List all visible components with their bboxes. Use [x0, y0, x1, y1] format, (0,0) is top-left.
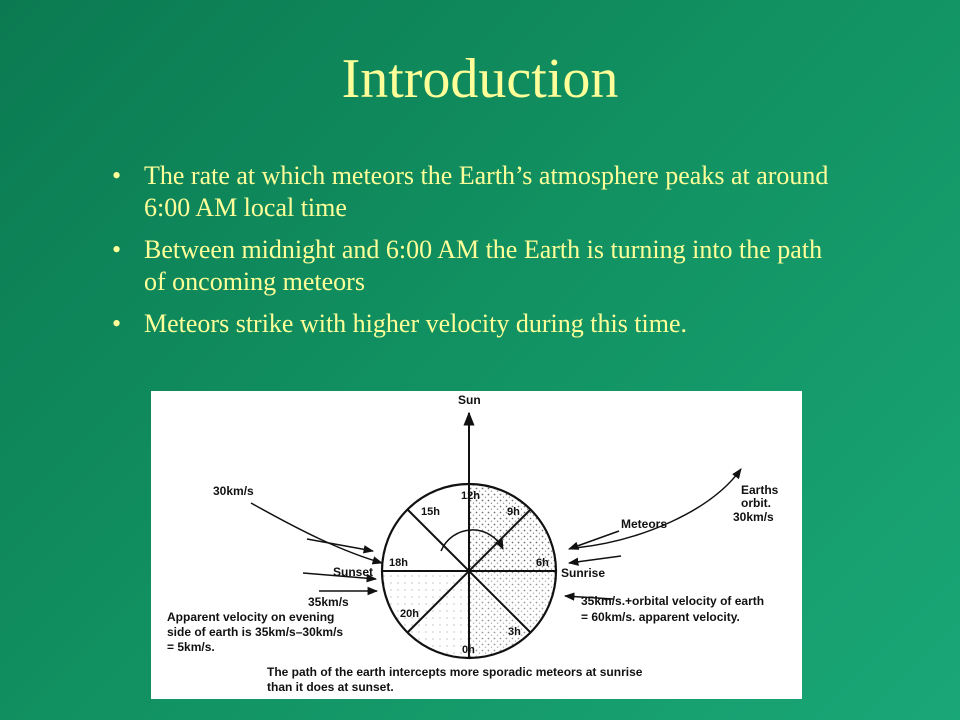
right-meteor-arrow-1 — [569, 531, 619, 549]
hour-spokes — [382, 484, 556, 658]
bullet-dot: • — [112, 309, 122, 338]
bullet-list — [112, 160, 832, 350]
sun-label: Sun — [458, 393, 481, 407]
hour-6-label: 6h — [536, 557, 549, 569]
evening-note-line-1: Apparent velocity on evening — [167, 610, 335, 624]
morning-note-line-1: 35km/s.+orbital velocity of earth — [581, 594, 765, 608]
bullet-item — [112, 160, 832, 224]
bullet-dot: • — [112, 161, 122, 190]
earth-orbit-arrow — [575, 469, 741, 548]
bullet-text: Between midnight and 6:00 AM the Earth is turning into the path of oncoming meteors — [144, 235, 823, 296]
sunset-label: Sunset — [333, 565, 374, 579]
bullet-text: Meteors strike with higher velocity during this time. — [144, 309, 688, 338]
hour-12-label: 12h — [461, 490, 480, 502]
hour-18-label: 18h — [389, 557, 408, 569]
evening-speed-label: 35km/s — [308, 595, 349, 609]
left-meteor-path — [251, 503, 382, 563]
earth-orbit-line-2: orbit. — [741, 496, 771, 510]
hour-0-label: 0h — [462, 644, 475, 656]
caption-line-1: The path of the earth intercepts more sporadic meteors at sunrise — [267, 665, 643, 679]
left-speed-label: 30km/s — [213, 484, 254, 498]
slide-title: Introduction — [341, 48, 619, 110]
bullet-item — [112, 308, 832, 340]
evening-note-line-2: side of earth is 35km/s–30km/s — [167, 625, 344, 639]
hour-9-label: 9h — [507, 506, 520, 518]
meteors-label: Meteors — [621, 517, 668, 531]
earth-orbit-line-3: 30km/s — [733, 510, 774, 524]
right-meteor-arrow-2 — [569, 556, 621, 563]
hour-20-label: 20h — [400, 608, 419, 620]
meteor-diagram — [151, 391, 802, 699]
left-meteor-arrow-1 — [307, 539, 373, 551]
bullet-text: The rate at which meteors the Earth’s atmosphere peaks at around 6:00 AM local time — [144, 161, 829, 222]
bullet-item — [112, 234, 832, 298]
bullet-dot: • — [112, 235, 122, 264]
hour-15-label: 15h — [421, 506, 440, 518]
caption-line-2: than it does at sunset. — [267, 680, 394, 694]
earth-orbit-line-1: Earths — [741, 483, 779, 497]
evening-note-line-3: = 5km/s. — [167, 640, 215, 654]
meteor-diagram-svg — [151, 391, 802, 699]
sunrise-label: Sunrise — [561, 566, 606, 580]
morning-note-line-2: = 60km/s. apparent velocity. — [581, 610, 740, 624]
hour-3-label: 3h — [508, 626, 521, 638]
